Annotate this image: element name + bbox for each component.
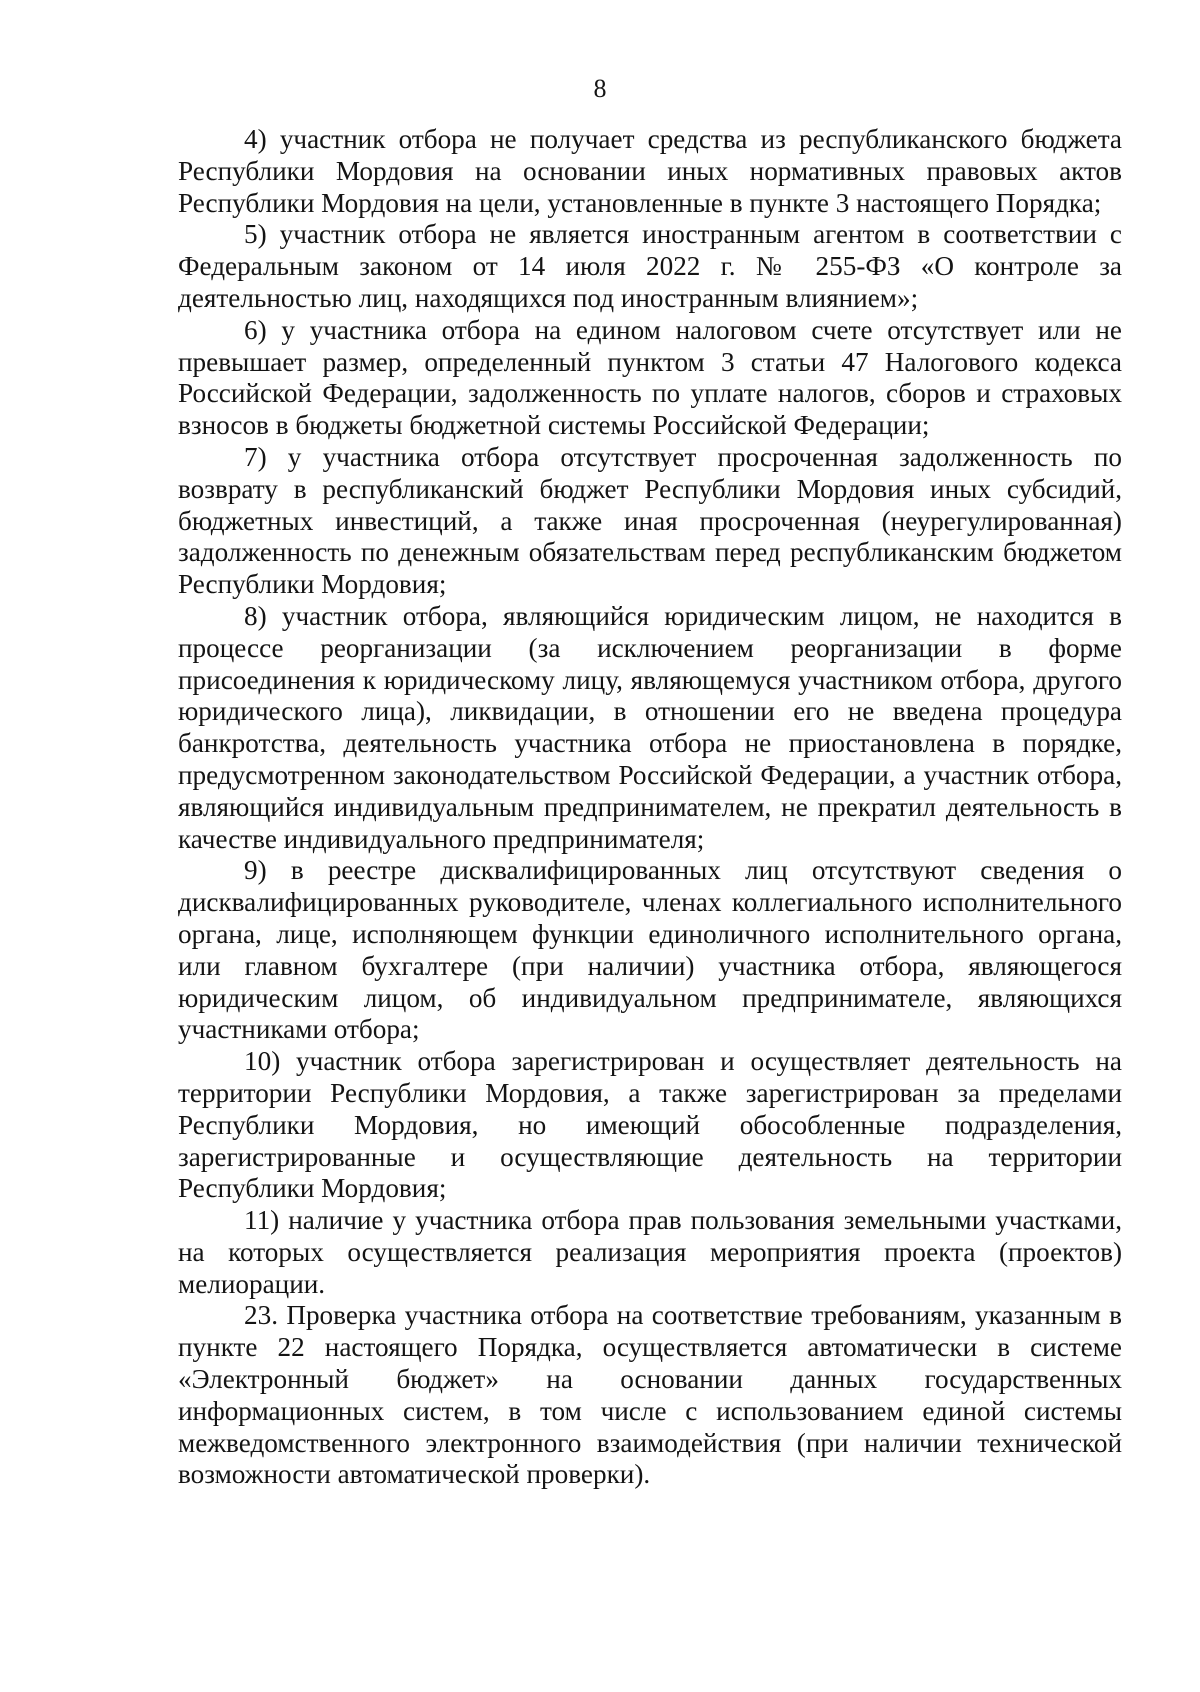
paragraph-item-10: 10) участник отбора зарегистрирован и осуществляет деятельность на территории Республики Мордовия, а также зарегистрирован за пределами Республики Мордовия, но имеющий обособленные подразделения, зарегистрированные и осуществляющие деятельность на территории Республики Мордовия; — [178, 1046, 1122, 1204]
document-body — [178, 124, 1122, 1491]
page-number: 8 — [593, 74, 607, 103]
paragraph-item-4: 4) участник отбора не получает средства из республиканского бюджета Республики Мордовия на основании иных нормативных правовых актов Республики Мордовия на цели, установленные в пункте 3 настоящего Порядка; — [178, 124, 1122, 218]
paragraph-item-7: 7) у участника отбора отсутствует просроченная задолженность по возврату в республиканский бюджет Республики Мордовия иных субсидий, бюджетных инвестиций, а также иная просроченная (неурегулированная) задолженность по денежным обязательствам перед республиканским бюджетом Республики Мордовия; — [178, 441, 1122, 600]
paragraph-section-23: 23. Проверка участника отбора на соответствие требованиям, указанным в пункте 22 настоящего Порядка, осуществляется автоматически в системе «Электронный бюджет» на основании данных государственных информационных систем, в том числе с использованием единой системы межведомственного электронного взаимодействия (при наличии технической возможности автоматической проверки). — [178, 1300, 1122, 1490]
paragraph-item-11: 11) наличие у участника отбора прав пользования земельными участками, на которых осуществляется реализация мероприятия проекта (проектов) мелиорации. — [178, 1205, 1122, 1299]
paragraph-item-5: 5) участник отбора не является иностранным агентом в соответствии с Федеральным законом от 14 июля 2022 г. № 255-ФЗ «О контроле за деятельностью лиц, находящихся под иностранным влиянием»; — [178, 219, 1122, 313]
paragraph-item-6: 6) у участника отбора на едином налоговом счете отсутствует или не превышает размер, определенный пунктом 3 статьи 47 Налогового кодекса Российской Федерации, задолженность по уплате налогов, сборов и страховых взносов в бюджеты бюджетной системы Российской Федерации; — [178, 314, 1122, 441]
paragraph-item-8: 8) участник отбора, являющийся юридическим лицом, не находится в процессе реорганизации (за исключением реорганизации в форме присоединения к юридическому лицу, являющемуся участником отбора, другого юридического лица), ликвидации, в отношении его не введена процедура банкротства, деятельность участника отбора не приостановлена в порядке, предусмотренном законодательством Российской Федерации, а участник отбора, являющийся индивидуальным предпринимателем, не прекратил деятельность в качестве индивидуального предпринимателя; — [178, 600, 1122, 854]
paragraph-item-9: 9) в реестре дисквалифицированных лиц отсутствуют сведения о дисквалифицированных руководителе, членах коллегиального исполнительного органа, лице, исполняющем функции единоличного исполнительного органа, или главном бухгалтере (при наличии) участника отбора, являющегося юридическим лицом, об индивидуальном предпринимателе, являющихся участниками отбора; — [178, 855, 1122, 1045]
